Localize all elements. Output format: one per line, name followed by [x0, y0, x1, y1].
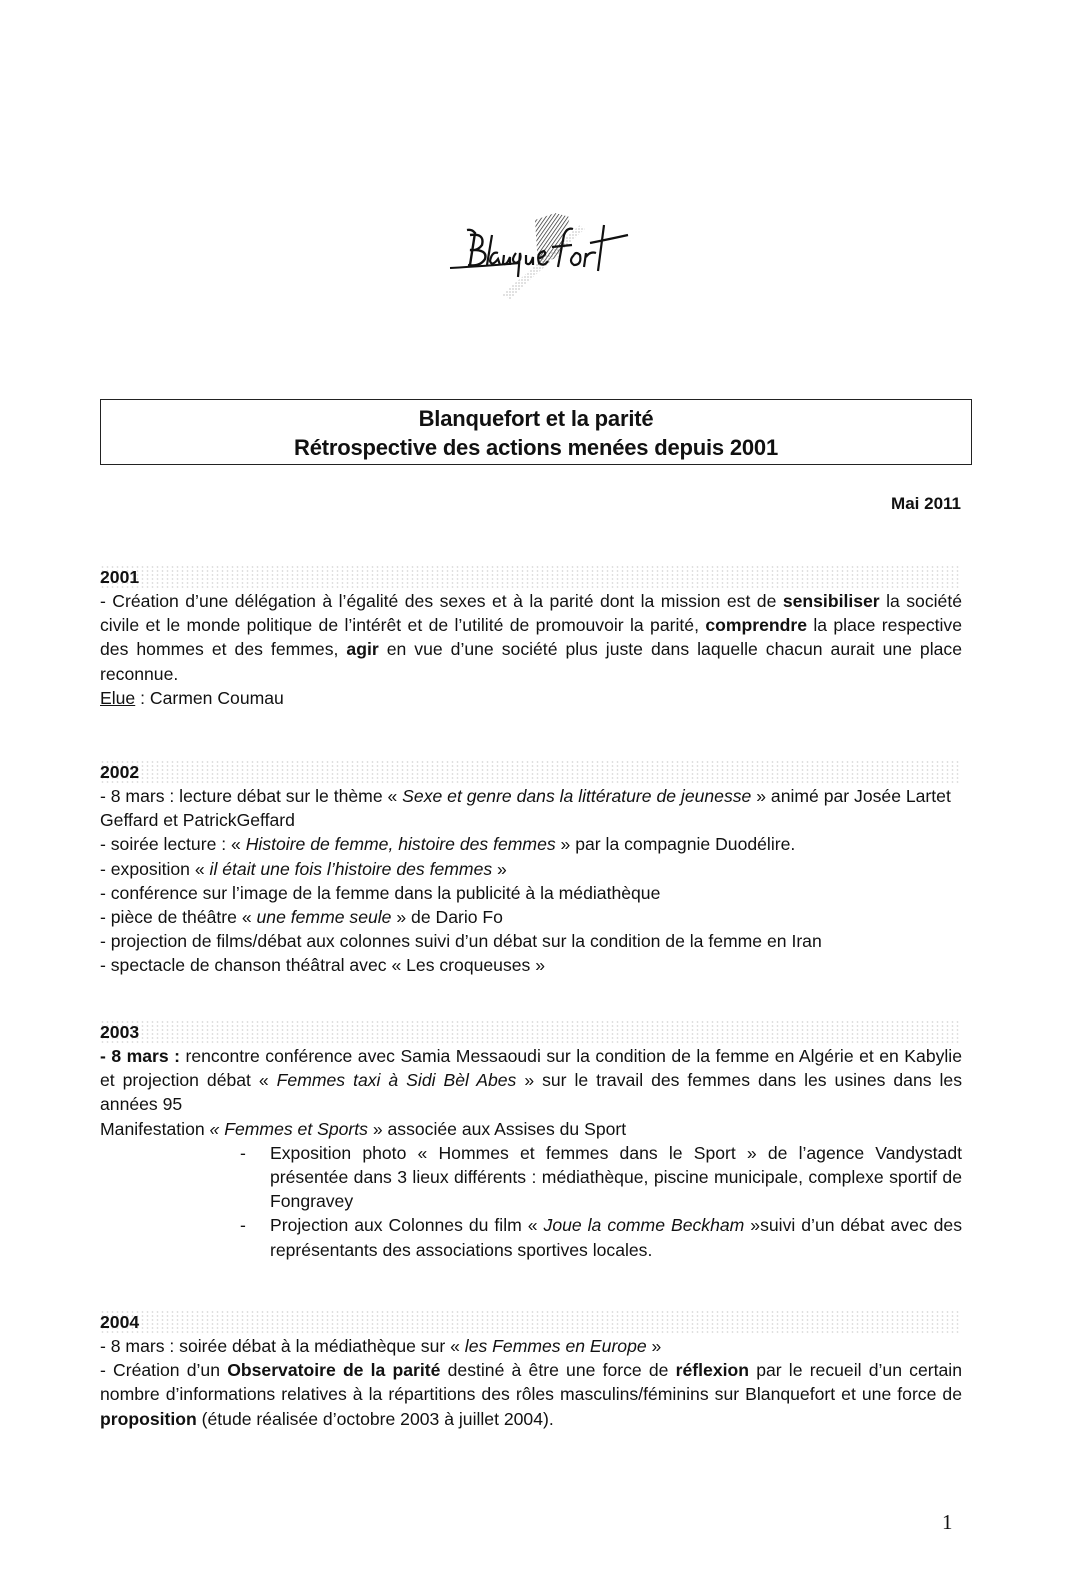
section-2003 [100, 1020, 962, 1262]
paragraph: - Création d’un Observatoire de la parité destiné à être une force de réflexion par le recueil d’un certain nombre d’informations relatives à la répartitions des rôles masculins/féminins sur Blanquefort et une force de proposition (étude réalisée d’octobre 2003 à juillet 2004). [100, 1360, 962, 1429]
title-box [100, 399, 972, 465]
paragraph: - 8 mars : rencontre conférence avec Samia Messaoudi sur la condition de la femme en Algérie et en Kabylie et projection débat « Femmes taxi à Sidi Bèl Abes » sur le travail des femmes dans les usines dans les années 95 [100, 1046, 962, 1115]
logo-signature-icon [440, 195, 660, 305]
document-title: Blanquefort et la parité [418, 406, 654, 431]
section-2001 [100, 565, 962, 710]
document-date: Mai 2011 [891, 494, 961, 513]
list-item: - 8 mars : lecture débat sur le thème « Sexe et genre dans la littérature de jeunesse » animé par Josée Lartet Geffard et PatrickGeffard [100, 786, 951, 831]
page-number: 1 [942, 1510, 953, 1534]
year-heading: 2001 [100, 565, 960, 589]
elected-official: Elue : Carmen Coumau [100, 687, 284, 708]
list-item: - exposition « il était une fois l’histoire des femmes » [100, 858, 507, 879]
list-item: - spectacle de chanson théâtral avec « Les croqueuses » [100, 955, 546, 976]
sub-list-item: - Exposition photo « Hommes et femmes dans le Sport » de l’agence Vandystadt présentée dans 3 lieux différents : médiathèque, piscine municipale, complexe sportif de Fongravey [240, 1142, 962, 1212]
list-item: - 8 mars : soirée débat à la médiathèque sur « les Femmes en Europe » [100, 1336, 662, 1356]
document-subtitle: Rétrospective des actions menées depuis 2001 [294, 435, 778, 460]
paragraph: Manifestation « Femmes et Sports » associée aux Assises du Sport [100, 1118, 627, 1139]
list-item: - projection de films/débat aux colonnes suivi d’un débat sur la condition de la femme en Iran [100, 931, 822, 952]
blanquefort-logo [440, 195, 660, 305]
list-item: - conférence sur l’image de la femme dans la publicité à la médiathèque [100, 882, 661, 903]
list-item: - soirée lecture : « Histoire de femme, histoire des femmes » par la compagnie Duodélire. [100, 834, 796, 855]
sub-list-item: - Projection aux Colonnes du film « Joue la comme Beckham »suivi d’un débat avec des représentants des associations sportives locales. [240, 1215, 962, 1260]
section-2002 [100, 760, 962, 978]
section-2004 [100, 1310, 962, 1431]
year-heading: 2002 [100, 760, 960, 784]
year-heading: 2004 [100, 1310, 960, 1334]
list-item: - pièce de théâtre « une femme seule » de Dario Fo [100, 907, 503, 928]
paragraph: - Création d’une délégation à l’égalité des sexes et à la parité dont la mission est de sensibiliser la société civile et le monde politique de l’intérêt et de l’utilité de promouvoir la parité, comprendre la place respective des hommes et des femmes, agir en vue d’une société plus juste dans laquelle chacun aurait une place reconnue. [100, 591, 962, 684]
year-heading: 2003 [100, 1020, 960, 1044]
